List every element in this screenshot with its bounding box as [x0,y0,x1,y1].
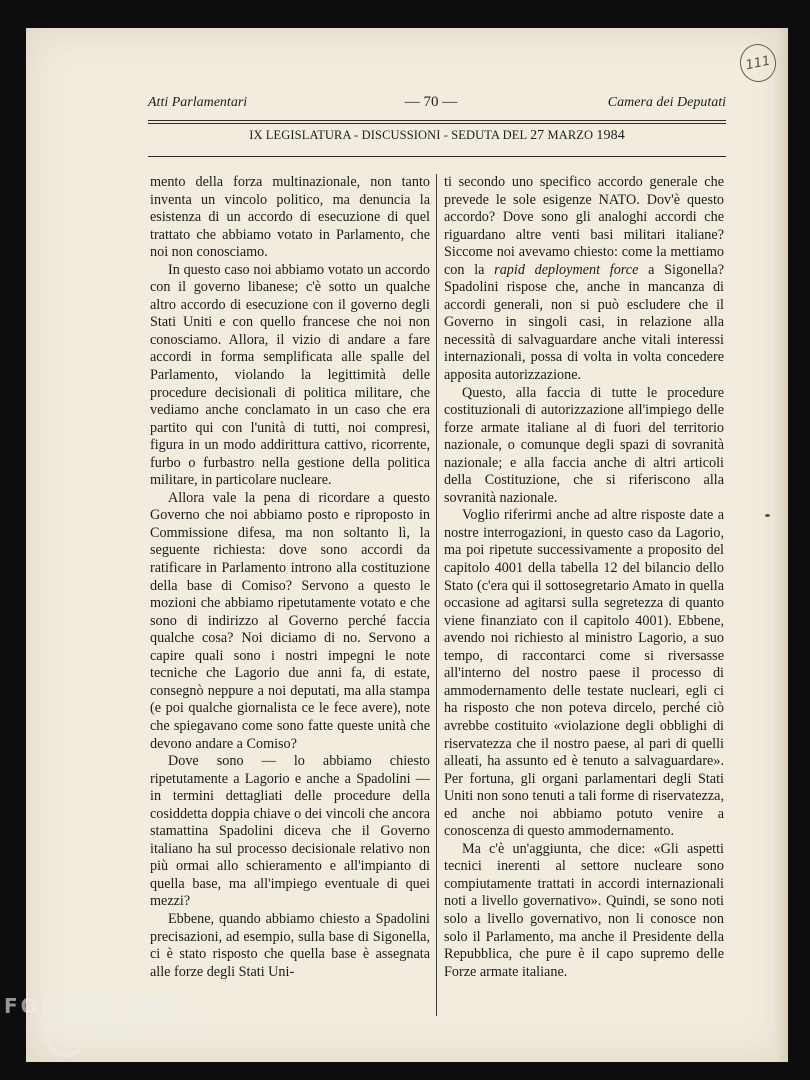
page-edge [775,28,788,1062]
archive-stamp: 111 [736,41,779,86]
left-column [150,174,430,1020]
paragraph: Ebbene, quando abbiamo chiesto a Spadolini precisazioni, ad esempio, sulla base di Sigonella, ci è stato risposto che quella base è assegnata alle forze degli Stati Uni- [150,910,430,980]
watermark-line-2: GRAMSCI [76,1016,201,1040]
text-run: a Sigonella? Spadolini rispose che, anche in mancanza di accordi generali, non si può escludere che il Governo in singoli casi, in relazione alla necessità di salvaguardare anche vitali interessi internazionali, possa di volta in volta concedere apposita autorizzazione. [444,261,724,384]
header-rule-second [148,123,726,124]
header-rule-top [148,120,726,121]
session-day: 27 [530,128,545,143]
page-number: — 70 — [404,94,458,110]
session-month: MARZO [547,128,594,142]
paragraph: Ma c'è un'aggiunta, che dice: «Gli aspetti tecnici inerenti al settore nucleare sono compiutamente trattati in accordi internazionali noti a livello governativo». Quindi, se sono noti solo a livello governativo, non li conosce non solo il Parlamento, ma anche il Presidente della Repubblica, che pure è il capo supremo delle Forze armate italiane. [444,840,724,980]
italic-term: rapid deployment force [494,261,639,278]
paragraph: mento della forza multinazionale, non tanto inventa un vincolo politico, ma denuncia la esistenza di un accordo di esecuzione di quel trattato che abbiamo votato in Parlamento, che noi non conosciamo. [150,174,430,261]
text-run: ti secondo uno specifico accordo generale che prevede le sole esigenze NATO. Dov'è questo accordo? Dove sono gli analoghi accordi che riguardano altre venti basi militari italiane? Siccome noi avevamo chiesto: come la mettiamo con la [444,174,724,278]
paragraph [444,174,724,385]
header-rule-bottom [148,156,726,157]
paragraph: Questo, alla faccia di tutte le procedure costituzionali di autorizzazione all'impiego delle forze armate italiane al di fuori del territorio nazionale, o comunque degli spazi di sovranità nazionale; e alla faccia anche di altri articoli della Costituzione, che si riferiscono alla sovranità nazionale. [444,384,724,506]
archive-watermark [4,994,201,1040]
header-left-title: Atti Parlamentari [148,95,248,110]
right-column [444,174,724,1020]
header-right-title: Camera dei Deputati [607,95,726,110]
session-year: 1984 [596,128,625,143]
session-label: IX LEGISLATURA - DISCUSSIONI - SEDUTA DEL [249,128,527,142]
watermark-line-1: FONDAZIONE [4,994,183,1018]
session-header [148,128,726,144]
paragraph: Allora vale la pena di ricordare a questo Governo che noi abbiamo posto e riproposto in Commissione difesa, ma non soltanto lì, la seguente richiesta: dove sono accordi da ratificare in Parlamento introno alla costituzione della base di Comiso? Servono a questo le mozioni che abbiamo ripetutamente votato e che sono di indirizzo al Governo perché faccia qualche cosa? Noi diciamo di no. Servono a capire quali sono i nostri impegni le note tecniche che Lagorio due anni fa, di estate, consegnò neppure a noi deputati, ma alla stampa (e poi qualche giornalista ce le fece avere), note che spiegavano come sono fatte queste unità che devono andare a Comiso? [150,489,430,752]
column-divider [436,174,437,1016]
paper-speck [765,514,770,517]
paragraph: In questo caso noi abbiamo votato un accordo con il governo libanese; c'è sotto un qualche altro accordo di esecuzione con il governo degli Stati Uniti e con quello francese che noi non conosciamo. Allora, il vizio di andare a fare accordi in forma semplificata alle spalle del Parlamento, violando la legittimità delle procedure decisionali di politica militare, che vediamo anche conclamato in un caso che era partito qui con l'unità di tutti, noi compresi, figura in un modo addirittura cattivo, ricorrente, furbo o furbastro nella gestione della politica militare, in particolare nucleare. [150,261,430,489]
paragraph: Voglio riferirmi anche ad altre risposte date a nostre interrogazioni, in questo caso da Lagorio, ma poi ripetute successivamente a proposito del capitolo 4001 della tabella 12 del bilancio dello Stato (c'era qui il sottosegretario Amato in quella occasione ad agitarsi sulla segretezza di quanto viene finanziato con il capitolo 4001). Ebbene, avendo noi richiesto al ministro Lagorio, a suo tempo, di raccontarci come si riversasse all'interno del nostro paese il processo di ammodernamento delle testate nucleari, egli ci ha risposto che non poteva dircelo, perché ciò avrebbe costituito «violazione degli obblighi di riservatezza che il nostro paese, al pari di quelli alleati, ha assunto ed è tenuto a salvaguardare». Per fortuna, gli organi parlamentari degli Stati Uniti non sono tenuti a tali forme di riservatezza, ed anche noi abbiamo potuto venire a conoscenza di questo ammodernamento. [444,507,724,840]
paragraph: Dove sono — lo abbiamo chiesto ripetutamente a Lagorio e anche a Spadolini — in termini dettagliati delle procedure della cosiddetta doppia chiave o dei vincoli che ancora stamattina Spadolini diceva che il Governo italiano ha sul processo decisionale relativo non più ormai allo schieramento e all'impianto di quella base, ma all'impiego eventuale di quei mezzi? [150,753,430,910]
